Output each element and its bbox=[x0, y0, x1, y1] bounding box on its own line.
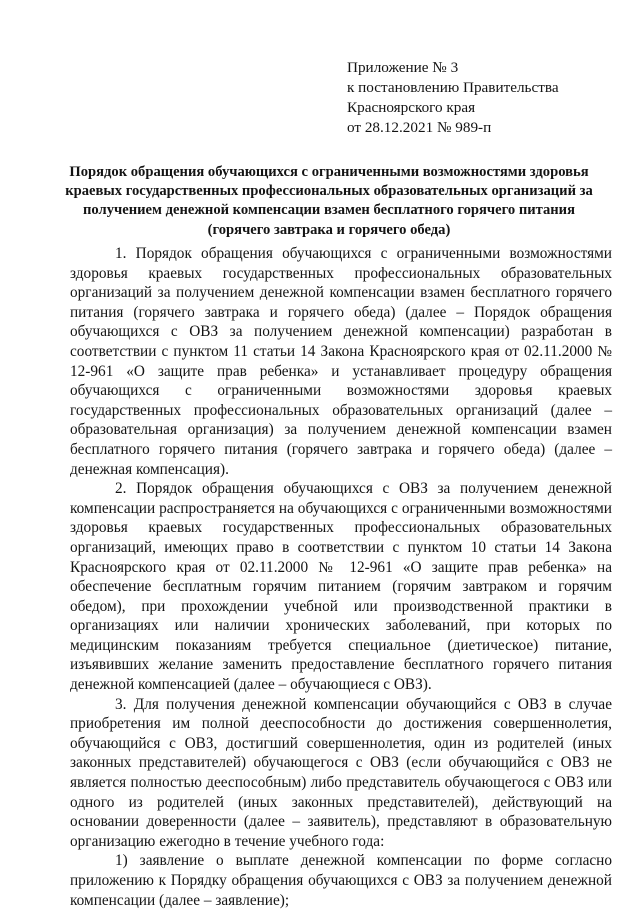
paragraph-3-item-1: 1) заявление о выплате денежной компенсации по форме согласно приложению к Порядку обращения обучающихся с ОВЗ за получением денежной компенсации (далее – заявление); bbox=[70, 852, 612, 909]
paragraph-3: 3. Для получения денежной компенсации обучающийся с ОВЗ в случае приобретения им полной дееспособности до достижения совершеннолетия, обучающийся с ОВЗ, достигший совершеннолетия, один из родителей (иных законных представителей) обучающегося с ОВЗ (если обучающийся с ОВЗ не является полностью дееспособным) либо представитель обучающегося с ОВЗ или одного из родителей (иных законных представителей), действующий на основании доверенности (далее – заявитель), представляют в образовательную организацию ежегодно в течение учебного года: bbox=[70, 695, 612, 850]
annex-region: Красноярского края bbox=[347, 99, 476, 116]
annex-resolution-ref: к постановлению Правительства bbox=[347, 79, 559, 96]
paragraph-1: 1. Порядок обращения обучающихся с ограниченными возможностями здоровья краевых государственных профессиональных образовательных организаций за получением денежной компенсации взамен бесплатного горячего питания (горячего завтрака и горячего обеда) (далее – Порядок обращения обучающихся с ОВЗ за получением денежной компенсации) разработан в соответствии с пунктом 11 статьи 14 Закона Красноярского края от 02.11.2000 № 12-961 «О защите прав ребенка» и устанавливает процедуру обращения обучающихся с ограниченными возможностями здоровья краевых государственных профессиональных образовательных организаций (далее – образовательная организация) за получением денежной компенсации взамен бесплатного горячего питания (горячего завтрака и горячего обеда) (далее – денежная компенсация). bbox=[70, 245, 612, 478]
annex-date-number: от 28.12.2021 № 989-п bbox=[347, 119, 492, 136]
paragraph-2: 2. Порядок обращения обучающихся с ОВЗ за получением денежной компенсации распространяется на обучающихся с ограниченными возможностями здоровья краевых государственных профессиональных образовательных организаций, имеющих право в соответствии с пунктом 10 статьи 14 Закона Красноярского края от 02.11.2000 № 12-961 «О защите прав ребенка» на обеспечение бесплатным горячим питанием (горячим завтраком и горячим обедом), при прохождении учебной или производственной практики в организациях или наличии хронических заболеваний, при которых по медицинским показаниям требуется специальное (диетическое) питание, изъявивших желание заменить предоставление бесплатного горячего питания денежной компенсацией (далее – обучающиеся с ОВЗ). bbox=[70, 480, 612, 694]
document-body bbox=[70, 244, 612, 910]
annex-number: Приложение № 3 bbox=[347, 59, 459, 76]
document-title: Порядок обращения обучающихся с ограниченными возможностями здоровья краевых государственных профессиональных образовательных организаций за получением денежной компенсации взамен бесплатного горячего питания (горячего завтрака и горячего обеда) bbox=[65, 164, 593, 238]
annex-header bbox=[347, 58, 607, 138]
